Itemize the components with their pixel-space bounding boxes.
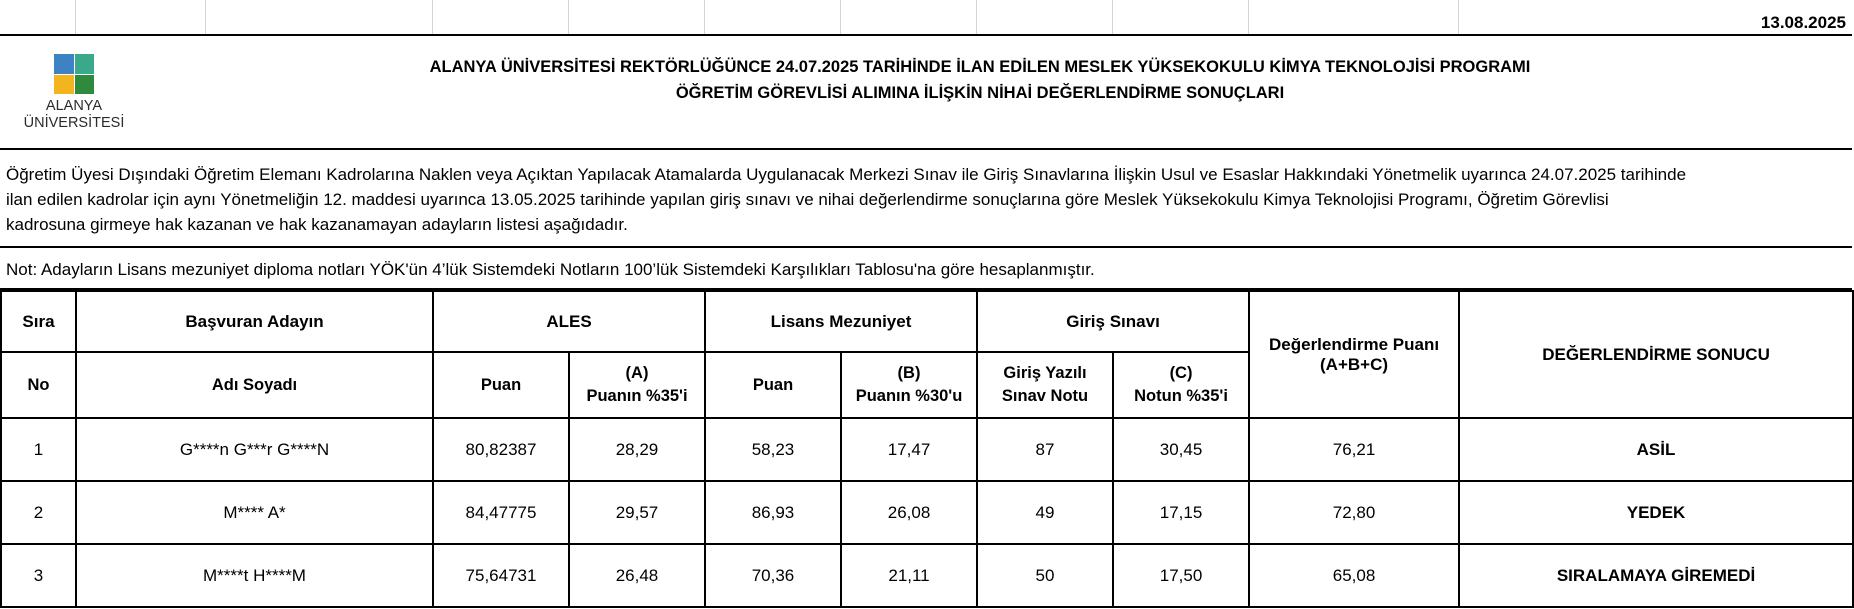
header-degerlendirme-puani-line1: Değerlendirme Puanı [1269, 334, 1440, 354]
grid-divider [205, 0, 206, 34]
grid-divider [432, 0, 433, 34]
cell-degerlendirme-sonucu: ASİL [1459, 418, 1853, 481]
header-giris-c-line2: Notun %35'i [1134, 387, 1228, 405]
cell-ales-a: 28,29 [569, 418, 705, 481]
header-ales-puan: Puan [433, 352, 569, 418]
table-row [1, 481, 1853, 544]
grid-divider [568, 0, 569, 34]
header-lisans-b [841, 352, 977, 418]
cell-giris-notu: 49 [977, 481, 1113, 544]
document-date: 13.08.2025 [1760, 13, 1846, 32]
header-degerlendirme-puani [1249, 291, 1459, 418]
intro-paragraph [0, 148, 1852, 248]
header-giris-c [1113, 352, 1249, 418]
header-ales-a-line1: (A) [625, 364, 649, 382]
cell-giris-c: 17,50 [1113, 544, 1249, 607]
cell-name: M**** A* [76, 481, 433, 544]
header-ales-a [569, 352, 705, 418]
logo-text-line1: ALANYA [45, 98, 103, 114]
cell-giris-c: 30,45 [1113, 418, 1249, 481]
grid-divider [1458, 0, 1459, 34]
cell-giris-c: 17,15 [1113, 481, 1249, 544]
header-ales-a-line2: Puanın %35'i [586, 387, 688, 405]
grid-divider [704, 0, 705, 34]
logo-square [75, 54, 95, 74]
logo-text-line2: ÜNİVERSİTESİ [23, 115, 125, 131]
cell-name: M****t H****M [76, 544, 433, 607]
logo-square [54, 75, 74, 95]
cell-ales-puan: 84,47775 [433, 481, 569, 544]
logo-square [54, 54, 74, 74]
intro-line1: Öğretim Üyesi Dışındaki Öğretim Elemanı Kadrolarına Naklen veya Açıktan Yapılacak Atamalarda Uygulanacak Merkezi Sınav ile Giriş Sınavlarına İlişkin Usul ve Esaslar Hakkındaki Yönetmelik uyarınca 24.07.2025 tarihinde [6, 165, 1687, 184]
cell-no: 2 [1, 481, 76, 544]
cell-degerlendirme-puani: 65,08 [1249, 544, 1459, 607]
header-adi-soyadi: Adı Soyadı [76, 352, 433, 418]
header-giris: Giriş Sınavı [977, 291, 1249, 352]
logo-square [75, 75, 95, 95]
cell-ales-puan: 75,64731 [433, 544, 569, 607]
grid-divider [1112, 0, 1113, 34]
table-row [1, 418, 1853, 481]
results-table [0, 290, 1854, 608]
header-giris-yazili [977, 352, 1113, 418]
note-text: Not: Adayların Lisans mezuniyet diploma notları YÖK'ün 4’lük Sistemdeki Notların 100’lük Sistemdeki Karşılıkları Tablosu'na göre hesaplanmıştır. [0, 248, 1852, 290]
document-header [0, 36, 1852, 148]
cell-no: 3 [1, 544, 76, 607]
header-ales: ALES [433, 291, 705, 352]
cell-degerlendirme-puani: 72,80 [1249, 481, 1459, 544]
cell-lisans-puan: 58,23 [705, 418, 841, 481]
cell-no: 1 [1, 418, 76, 481]
university-logo [14, 54, 134, 144]
header-sira: Sıra [1, 291, 76, 352]
header-giris-yazili-line1: Giriş Yazılı [1003, 364, 1087, 382]
cell-degerlendirme-sonucu: YEDEK [1459, 481, 1853, 544]
header-lisans-b-line2: Puanın %30'u [855, 387, 963, 405]
cell-lisans-b: 21,11 [841, 544, 977, 607]
intro-line3: kadrosuna girmeye hak kazanan ve hak kazanamayan adayların listesi aşağıdadır. [6, 215, 628, 234]
grid-divider [840, 0, 841, 34]
header-lisans-puan: Puan [705, 352, 841, 418]
cell-degerlendirme-puani: 76,21 [1249, 418, 1459, 481]
document-title-line1: ALANYA ÜNİVERSİTESİ REKTÖRLÜĞÜNCE 24.07.2025 TARİHİNDE İLAN EDİLEN MESLEK YÜKSEKOKULU KİMYA TEKNOLOJİSİ PROGRAMI [429, 58, 1531, 76]
grid-divider [1248, 0, 1249, 34]
header-no: No [1, 352, 76, 418]
cell-ales-a: 26,48 [569, 544, 705, 607]
cell-ales-puan: 80,82387 [433, 418, 569, 481]
cell-name: G****n G***r G****N [76, 418, 433, 481]
table-row [1, 544, 1853, 607]
cell-lisans-puan: 70,36 [705, 544, 841, 607]
header-degerlendirme-sonucu: DEĞERLENDİRME SONUCU [1459, 291, 1853, 418]
header-degerlendirme-puani-line2: (A+B+C) [1320, 354, 1389, 374]
cell-lisans-puan: 86,93 [705, 481, 841, 544]
header-lisans-b-line1: (B) [897, 364, 921, 382]
header-lisans: Lisans Mezuniyet [705, 291, 977, 352]
cell-giris-notu: 87 [977, 418, 1113, 481]
cell-ales-a: 29,57 [569, 481, 705, 544]
cell-lisans-b: 17,47 [841, 418, 977, 481]
table-header-row-1 [1, 291, 1853, 352]
header-giris-c-line1: (C) [1169, 364, 1193, 382]
intro-line2: ilan edilen kadrolar için aynı Yönetmeliğin 12. maddesi uyarınca 13.05.2025 tarihinde yapılan giriş sınavı ve nihai değerlendirme sonuçlarına göre Meslek Yüksekokulu Kimya Teknolojisi Programı, Öğretim Görevlisi [6, 190, 1609, 209]
top-strip [0, 0, 1852, 36]
cell-giris-notu: 50 [977, 544, 1113, 607]
logo-mark [54, 54, 94, 94]
cell-lisans-b: 26,08 [841, 481, 977, 544]
grid-divider [976, 0, 977, 34]
header-basvuran: Başvuran Adayın [76, 291, 433, 352]
header-giris-yazili-line2: Sınav Notu [1001, 387, 1089, 405]
cell-degerlendirme-sonucu: SIRALAMAYA GİREMEDİ [1459, 544, 1853, 607]
grid-divider [75, 0, 76, 34]
document-title-line2: ÖĞRETİM GÖREVLİSİ ALIMINA İLİŞKİN NİHAİ DEĞERLENDİRME SONUÇLARI [675, 84, 1285, 102]
